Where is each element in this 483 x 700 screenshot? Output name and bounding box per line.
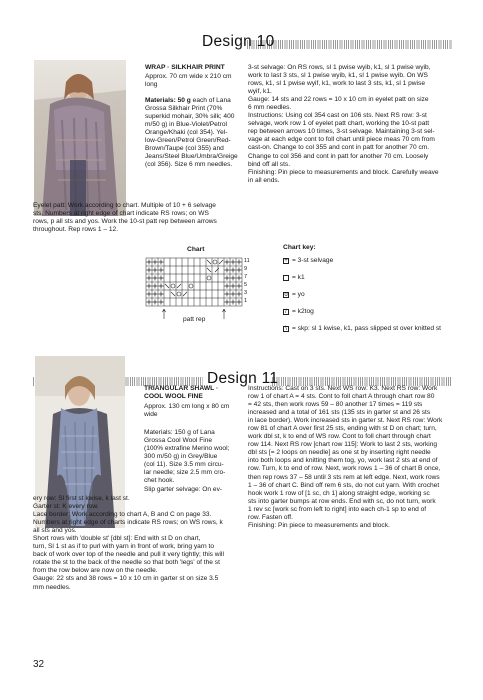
chart-key: + = 3-st selvage = k1 o = yo / = k2tog \ = skp: sl 1 kwise, k1, pass slipped st over knitted st <box>284 257 441 332</box>
design-11-title: Design 11 <box>207 370 279 387</box>
design-11-materials: Materials: 150 g of Lana Grossa Cool Wool Fine (100% extrafine Merino wool; 300 m/50 g) in Grey/Blue (col 11). Size 3.5 mm circu- lar needle; size 2.5 mm cro- chet hook. <box>144 429 230 485</box>
chart-title: Chart <box>187 246 205 253</box>
circle-icon: o <box>284 291 288 298</box>
patt-rep-label: patt rep <box>183 316 206 323</box>
design-10-title: Design 10 <box>202 33 275 50</box>
design-10-name: WRAP · SILKHAIR PRINT <box>145 64 225 71</box>
right-slash-icon: / <box>283 309 289 315</box>
design-10-instructions: 3-st selvage: On RS rows, sl 1 pwise wyib, k1, sl 1 pwise wyib, work to last 3 sts, sl 1 pwise wyib, k1, sl 1 pwise wyib. On WS rows, k1, sl 1 pwise wyif, k1, work to last 3 sts, k1, sl 1 pwise wyif, k1. Gauge: 14 sts and 22 rows = 10 x 10 cm in eyelet patt on size 6 mm needles. Instructions: Using col 354 cast on 106 sts. Next RS row: 3-st selvage, work row 1 of eyelet patt chart, working the 10-st patt rep between arrows 10 times, 3-st selvage. Maintaining 3-st sel- vage at each edge cont to foll chart until piece meas 70 cm from cast-on. Change to col 355 and cont in patt for another 70 cm. Change to col 356 and cont in patt for another 70 cm. Loosely bind off all sts. Finishing: Pin piece to measurements and block. Carefully weave in all ends. <box>248 64 439 184</box>
design-10-size: Approx. 70 cm wide x 210 cm long <box>145 73 232 89</box>
chart-key-title: Chart key: <box>283 244 316 251</box>
wrap-photo <box>34 60 126 216</box>
slip-garter-selvage: Slip garter selvage: On ev- <box>144 486 223 493</box>
left-slash-icon: \ <box>283 326 289 332</box>
design-10-eyelet: Eyelet patt: Work according to chart. Multiple of 10 + 6 selvage sts. Numbers at right edge of chart indicate RS rows; on WS rows, p all sts and yos. Work the 10-st patt rep between arrows throughout. Rep rows 1 – 12. <box>33 202 217 234</box>
header-stripe-10 <box>247 40 452 49</box>
design-11-techniques: ery row: Sl first st kwise, k last st. Garter st: K every row. Lace border: Work according to chart A, B and C on page 33. Numbers at right edge of charts indicate RS rows; on WS rows, k all sts and yos. Short rows with 'double st' [dbl st]: End with st D on chart, turn, Sl 1 st as if to purl with yarn in front of work, bring yarn to back of work over top of the needle and pull it very tightly; this will rotate the st to the back of the needle so that both 'legs' of the st from the row below are now on the needle. Gauge: 22 sts and 38 rows = 10 x 10 cm in garter st on size 3.5 mm needles. <box>33 495 224 591</box>
design-11-instructions: Instructions: Cast on 3 sts. Next WS row: K3. Next RS row: Work row 1 of chart A = 4 sts. Cont to foll chart A through chart row 80 = 42 sts, then work rows 59 – 80 another 17 times = 119 sts increased and a total of 161 sts (135 sts in garter st and 26 sts in lace border). Work increased sts in garter st. Next RS row: Work row 81 of chart A over first 25 sts, ending with st D on chart; turn, work dbl st, k to end of WS row. Cont to foll chart through chart row 114. Next RS row [chart row 115]: Work to last 2 sts, working dbl sts [= 2 loops on needle] as one st by inserting right needle into both loops and knitting them tog, yo, work last 2 sts at end of row. Turn, k to end of row. Next, work rows 1 – 36 of chart B once, then rep rows 37 – 58 until 3 sts rem at left edge. Next, work rows 1 – 36 of chart C. Bind off rem 6 sts, do not cut yarn. With crochet hook work 1 row of [1 sc, ch 1] along straight edge, working sc sts into garter bumps at row ends. End with sc, do not turn, work 1 rev sc [work sc from left to right] into each ch-1 sp to end of row. Fasten off. Finishing: Pin piece to measurements and block. <box>248 385 443 529</box>
plus-icon: + <box>284 257 288 264</box>
design-10-materials: Materials: 50 g each of Lana Grossa Silkhair Print (70% superkid mohair, 30% silk; 400 m/50 g) in Blue-Violet/Petrol Orange/Khaki (col 354). Yel- low-Green/Petrol Green/Red- Brown/Taupe (col 355) and Jeans/Steel Blue/Umbra/Greige (col 356). Size 6 mm needles. <box>145 97 238 169</box>
page-number: 32 <box>33 659 45 670</box>
blank-box-icon <box>283 275 289 281</box>
design-11-name: TRIANGULAR SHAWL · COOL WOOL FINE <box>144 385 219 401</box>
chart-row-numbers: 11 9 7 5 3 1 <box>244 258 250 304</box>
design-11-size: Approx. 130 cm long x 80 cm wide <box>144 403 230 419</box>
